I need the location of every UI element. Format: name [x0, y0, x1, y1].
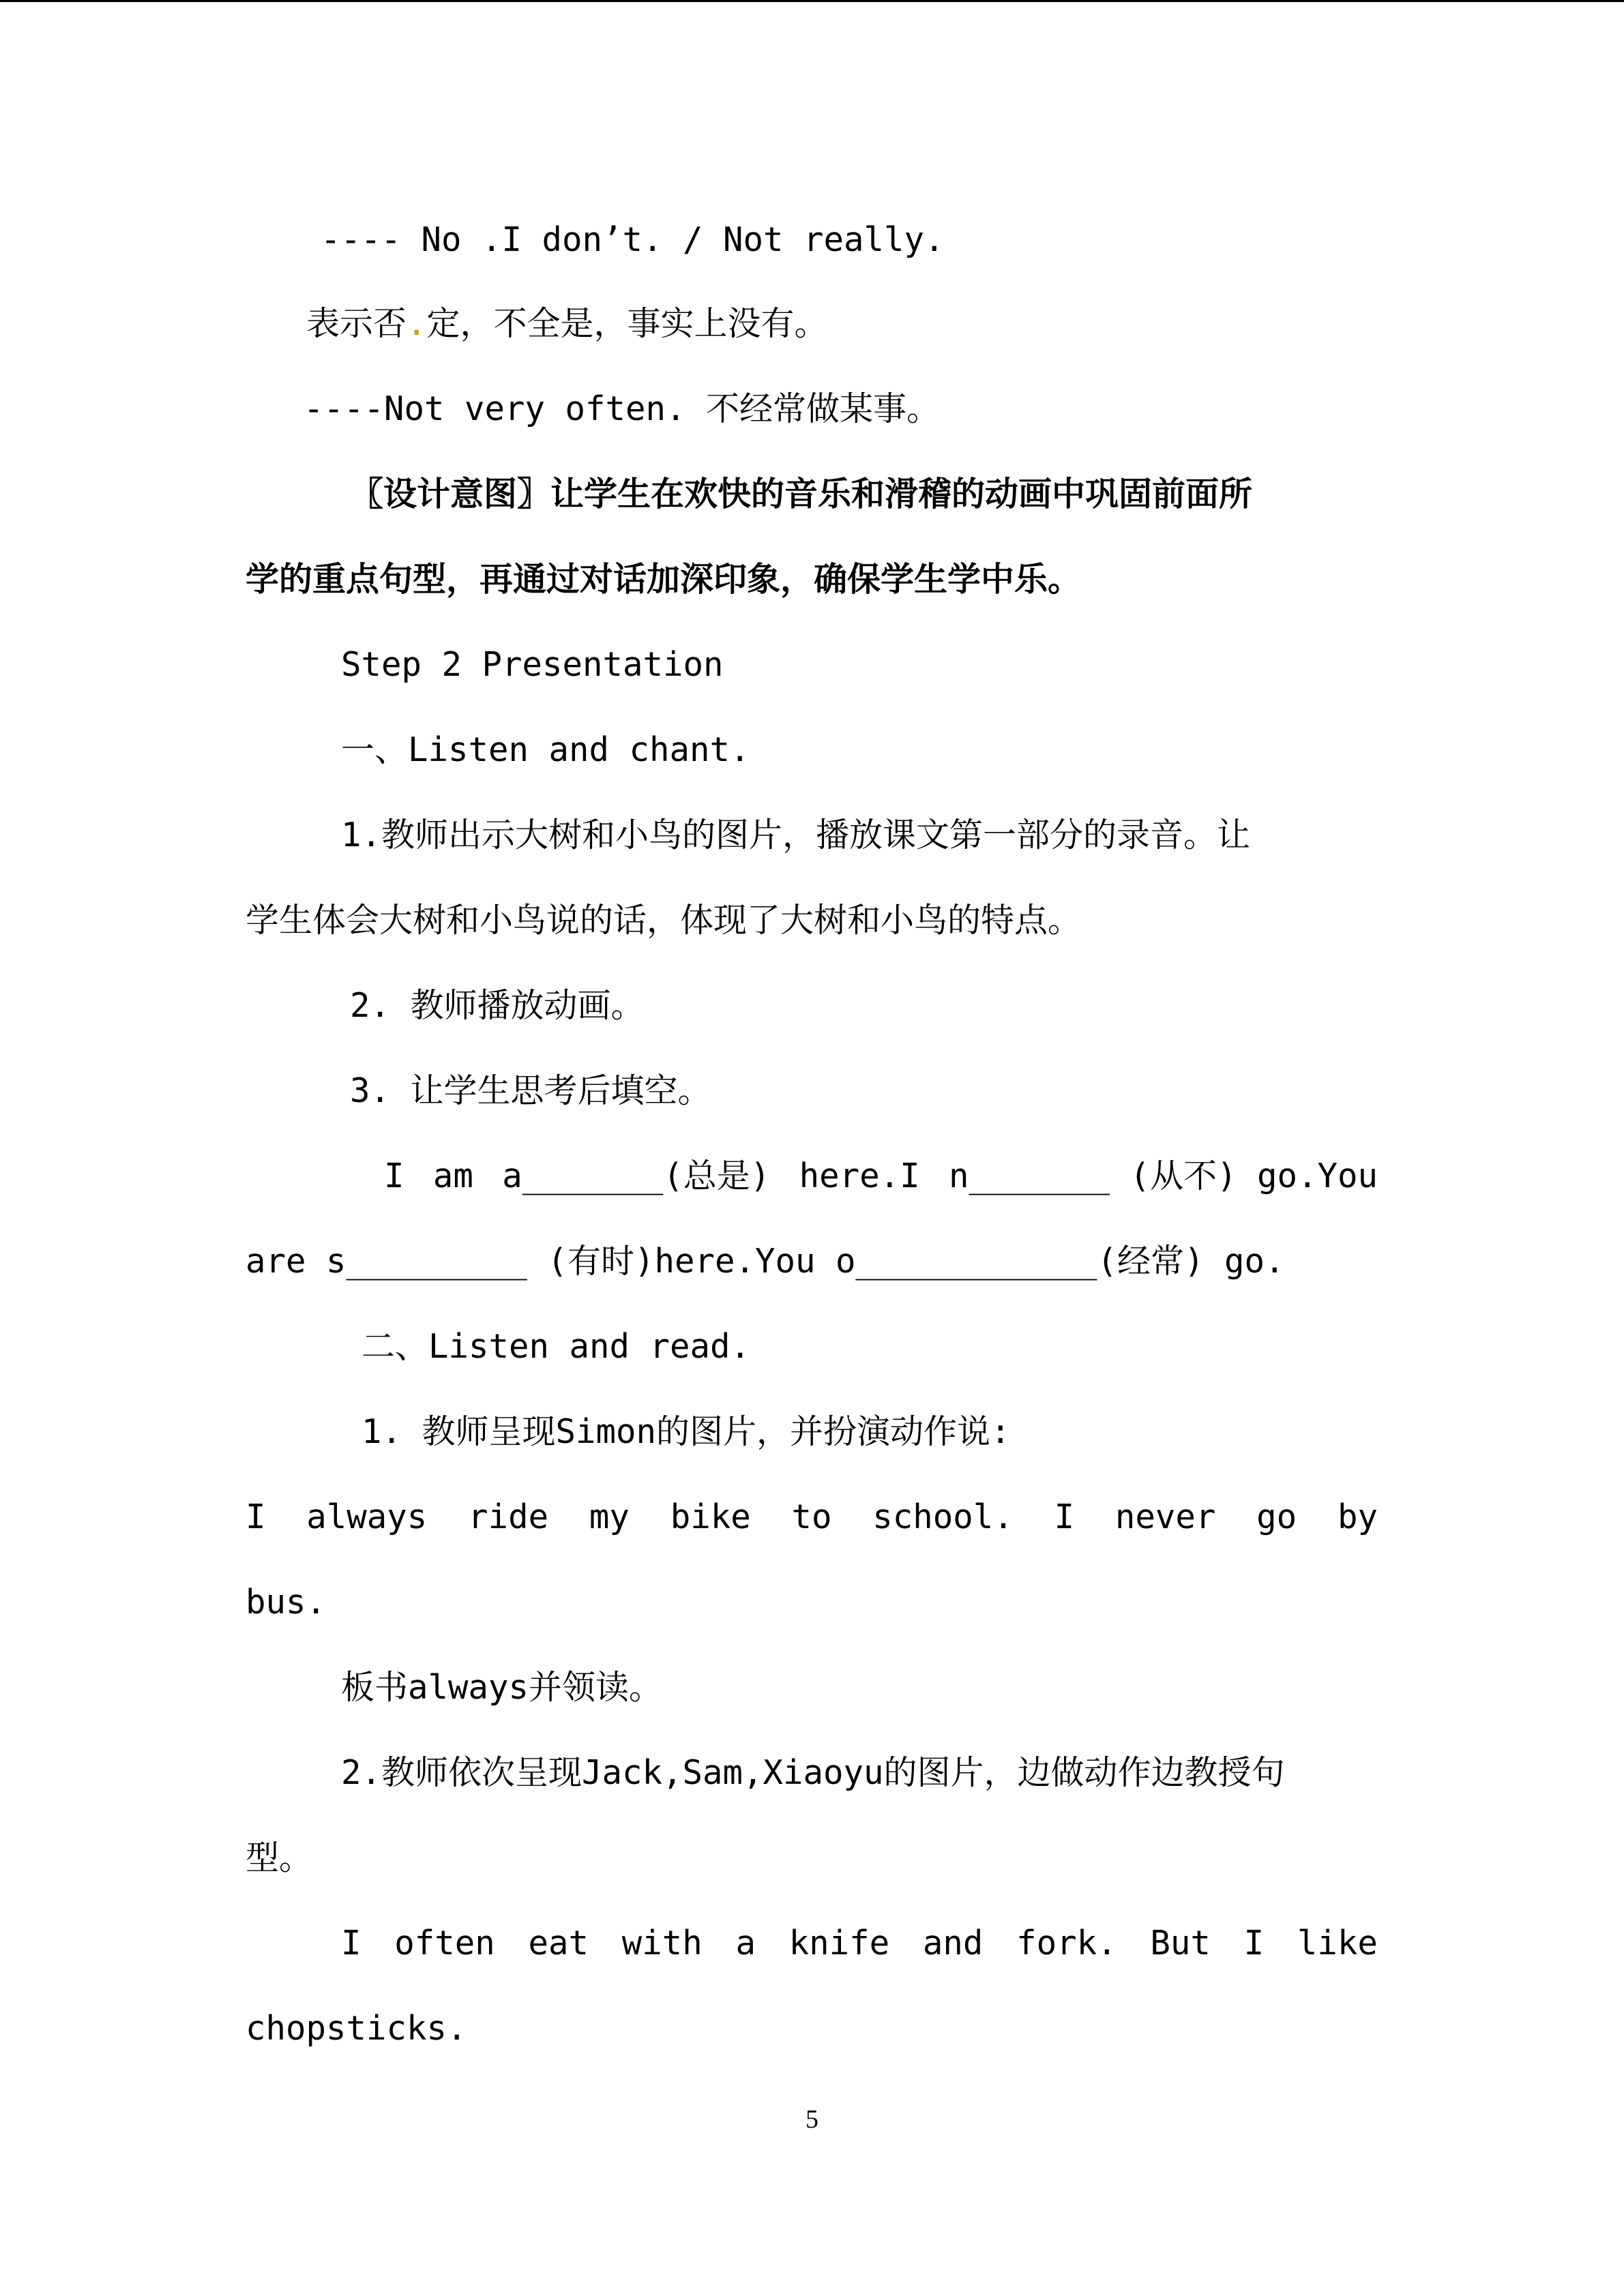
word: I: [341, 1924, 361, 1963]
word: I: [1054, 1497, 1075, 1536]
word: by: [1337, 1497, 1378, 1536]
word: ride: [468, 1497, 549, 1536]
word: I: [1243, 1924, 1265, 1963]
section-two-heading: 二、Listen and read.: [361, 1327, 751, 1366]
word: I: [246, 1497, 266, 1536]
paragraph-line: 型。: [246, 1838, 313, 1877]
paragraph-line: 1.教师出示大树和小鸟的图片，播放课文第一部分的录音。让: [341, 816, 1251, 854]
step-heading: Step 2 Presentation: [341, 645, 724, 684]
example-sentence-line: [246, 1497, 1378, 1538]
word: knife: [788, 1924, 890, 1963]
word: am: [432, 1157, 473, 1195]
paragraph-line: 2.教师依次呈现Jack,Sam,Xiaoyu的图片，边做动作边教授句: [341, 1753, 1285, 1792]
design-intent-line-2: 学的重点句型，再通过对话加深印象，确保学生学中乐。: [246, 560, 1082, 599]
negation-note-part: 定，不全是，事实上没有。: [426, 304, 828, 343]
page-number: 5: [806, 2105, 818, 2134]
word: often: [394, 1924, 495, 1963]
word: to: [791, 1497, 832, 1536]
word: and: [922, 1924, 984, 1963]
list-item: 2. 教师播放动画。: [350, 986, 645, 1025]
word: here.I: [799, 1157, 920, 1195]
design-intent-line-1: 〖设计意图〗让学生在欢快的音乐和滑稽的动画中巩固前面所: [350, 475, 1253, 513]
list-item: 3. 让学生思考后填空。: [350, 1071, 711, 1110]
fill-blank-line-1: [246, 1156, 1378, 1197]
word: my: [589, 1497, 630, 1536]
example-sentence-end: chopsticks.: [246, 2009, 467, 2048]
word: eat: [528, 1924, 589, 1963]
negation-note-part: 表示否: [306, 304, 407, 343]
paragraph-line: 学生体会大树和小鸟说的话，体现了大树和小鸟的特点。: [246, 901, 1082, 940]
word: a: [735, 1924, 756, 1963]
word: fork.: [1016, 1924, 1117, 1963]
fill-blank-line-2: are s_________ (有时)here.You o____________(经常) go.: [246, 1242, 1285, 1281]
word: never: [1114, 1497, 1216, 1536]
stray-dot: .: [407, 304, 427, 343]
word: a_______(总是): [502, 1157, 771, 1195]
word: bike: [670, 1497, 751, 1536]
list-item: 1. 教师呈现Simon的图片，并扮演动作说:: [361, 1412, 1011, 1451]
word: with: [621, 1924, 703, 1963]
paragraph-line: 板书always并领读。: [341, 1668, 663, 1707]
answer-no-line: ---- No .I don’t. / Not really.: [321, 220, 945, 259]
word: n_______ (从不) go.You: [948, 1157, 1378, 1195]
word: But: [1150, 1924, 1211, 1963]
word: I: [384, 1157, 404, 1195]
negation-note-line: [306, 303, 828, 344]
not-often-line: ----Not very often. 不经常做某事。: [304, 389, 941, 428]
example-sentence-line: [246, 1923, 1378, 1964]
word: like: [1297, 1924, 1378, 1963]
word: go: [1256, 1497, 1297, 1536]
word: always: [306, 1497, 428, 1536]
section-one-heading: 一、Listen and chant.: [341, 730, 750, 769]
example-sentence-end: bus.: [246, 1583, 327, 1622]
word: school.: [872, 1497, 1014, 1536]
